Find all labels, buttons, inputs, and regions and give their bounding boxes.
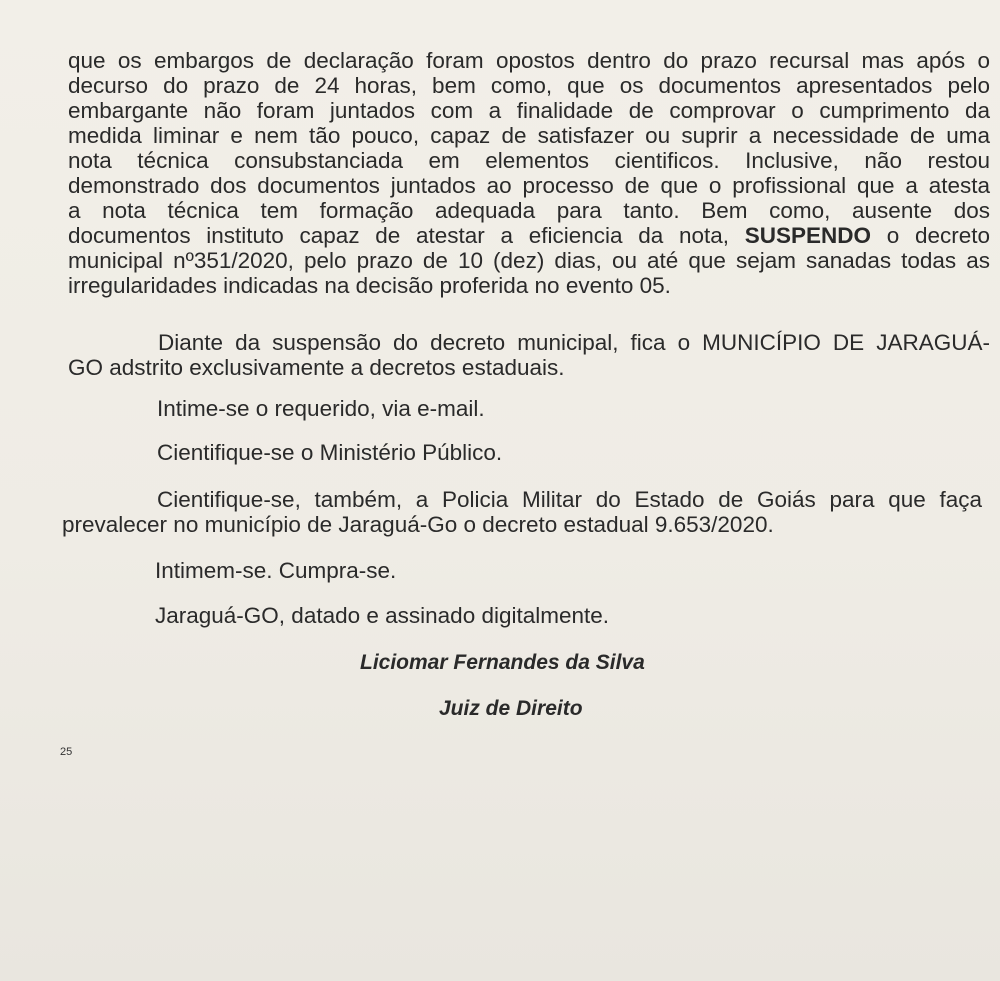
policia-line-2: prevalecer no município de Jaraguá-Go o decreto estadual 9.653/2020. [62,512,774,537]
main-paragraph-line: que os embargos de declaração foram opostos dentro do prazo recursal mas após o [68,48,990,73]
ministerio-paragraph: Cientifique-se o Ministério Público. [157,440,503,465]
suspension-line-2: GO adstrito exclusivamente a decretos estaduais. [68,355,565,380]
suspendo-keyword: SUSPENDO [744,223,871,248]
main-paragraph-line: embargante não foram juntados com a finalidade de comprovar o cumprimento da [68,98,990,123]
local-date-paragraph: Jaraguá-GO, datado e assinado digitalmente. [155,603,610,628]
suspension-line-1: Diante da suspensão do decreto municipal, fica o MUNICÍPIO DE JARAGUÁ- [158,330,990,355]
policia-line-1: Cientifique-se, também, a Policia Militar do Estado de Goiás para que faça [157,487,982,512]
suspension-paragraph [68,330,990,380]
main-paragraph [68,48,990,298]
line8-before: documentos instituto capaz de atestar a eficiencia da nota, [68,223,729,248]
page-number: 25 [60,746,73,758]
main-paragraph-line: irregularidades indicadas na decisão proferida no evento 05. [68,273,671,298]
main-paragraph-line: nota técnica consubstanciada em elementos cientificos. Inclusive, não restou [68,148,990,173]
main-paragraph-line-suspendo [68,223,990,248]
main-paragraph-line: a nota técnica tem formação adequada para tanto. Bem como, ausente dos [68,198,990,223]
policia-paragraph [62,487,982,537]
signature-name: Liciomar Fernandes da Silva [360,651,645,674]
signature-title: Juiz de Direito [439,697,583,720]
main-paragraph-line: municipal nº351/2020, pelo prazo de 10 (dez) dias, ou até que sejam sanadas todas as [68,248,990,273]
intime-paragraph: Intime-se o requerido, via e-mail. [157,396,485,421]
intimem-paragraph: Intimem-se. Cumpra-se. [155,558,397,583]
main-paragraph-line: demonstrado dos documentos juntados ao processo de que o profissional que a atesta [68,173,990,198]
main-paragraph-line: medida liminar e nem tão pouco, capaz de satisfazer ou suprir a necessidade de uma [68,123,990,148]
main-paragraph-line: decurso do prazo de 24 horas, bem como, que os documentos apresentados pelo [68,73,990,98]
line8-after: o decreto [886,223,990,248]
